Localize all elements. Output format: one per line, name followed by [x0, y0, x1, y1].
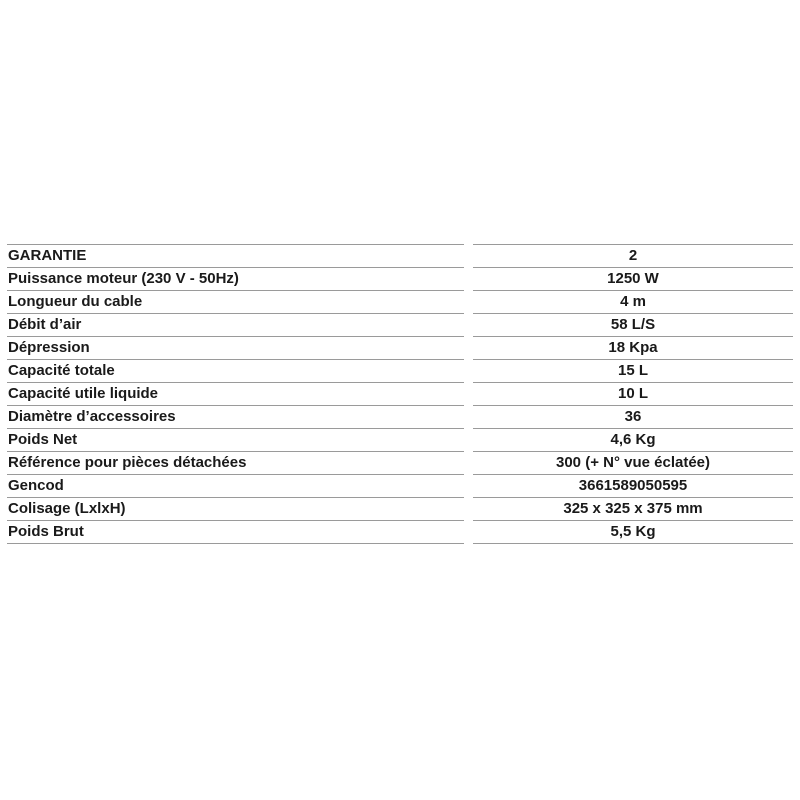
spec-row-poids-brut: [7, 521, 793, 544]
column-gap: [464, 475, 473, 498]
spec-value: 58 L/S: [473, 314, 793, 337]
column-gap: [464, 337, 473, 360]
spec-row-garantie: [7, 245, 793, 268]
column-gap: [464, 406, 473, 429]
spec-value: 15 L: [473, 360, 793, 383]
spec-label: Longueur du cable: [7, 291, 464, 314]
column-gap: [464, 452, 473, 475]
spec-label: Diamètre d’accessoires: [7, 406, 464, 429]
spec-label: Poids Brut: [7, 521, 464, 544]
spec-label: Puissance moteur (230 V - 50Hz): [7, 268, 464, 291]
spec-row-depression: [7, 337, 793, 360]
spec-value: 5,5 Kg: [473, 521, 793, 544]
spec-value: 2: [473, 245, 793, 268]
spec-value: 4,6 Kg: [473, 429, 793, 452]
spec-label: Dépression: [7, 337, 464, 360]
column-gap: [464, 429, 473, 452]
spec-row-capacite-liquide: [7, 383, 793, 406]
spec-row-puissance: [7, 268, 793, 291]
column-gap: [464, 245, 473, 268]
spec-value: 10 L: [473, 383, 793, 406]
column-gap: [464, 360, 473, 383]
spec-row-reference-pieces: [7, 452, 793, 475]
spec-value: 3661589050595: [473, 475, 793, 498]
spec-row-gencod: [7, 475, 793, 498]
spec-row-poids-net: [7, 429, 793, 452]
spec-row-debit-air: [7, 314, 793, 337]
spec-value: 1250 W: [473, 268, 793, 291]
spec-row-capacite-totale: [7, 360, 793, 383]
spec-label: Référence pour pièces détachées: [7, 452, 464, 475]
spec-label: Capacité totale: [7, 360, 464, 383]
spec-row-longueur-cable: [7, 291, 793, 314]
spec-label: Capacité utile liquide: [7, 383, 464, 406]
spec-label: GARANTIE: [7, 245, 464, 268]
column-gap: [464, 268, 473, 291]
spec-value: 18 Kpa: [473, 337, 793, 360]
column-gap: [464, 498, 473, 521]
spec-label: Poids Net: [7, 429, 464, 452]
column-gap: [464, 383, 473, 406]
column-gap: [464, 291, 473, 314]
spec-row-diametre-accessoires: [7, 406, 793, 429]
spec-value: 325 x 325 x 375 mm: [473, 498, 793, 521]
spec-label: Colisage (LxlxH): [7, 498, 464, 521]
spec-value: 36: [473, 406, 793, 429]
spec-table: [7, 244, 793, 544]
column-gap: [464, 521, 473, 544]
spec-label: Débit d’air: [7, 314, 464, 337]
column-gap: [464, 314, 473, 337]
spec-value: 300 (+ N° vue éclatée): [473, 452, 793, 475]
spec-row-colisage: [7, 498, 793, 521]
spec-label: Gencod: [7, 475, 464, 498]
spec-value: 4 m: [473, 291, 793, 314]
